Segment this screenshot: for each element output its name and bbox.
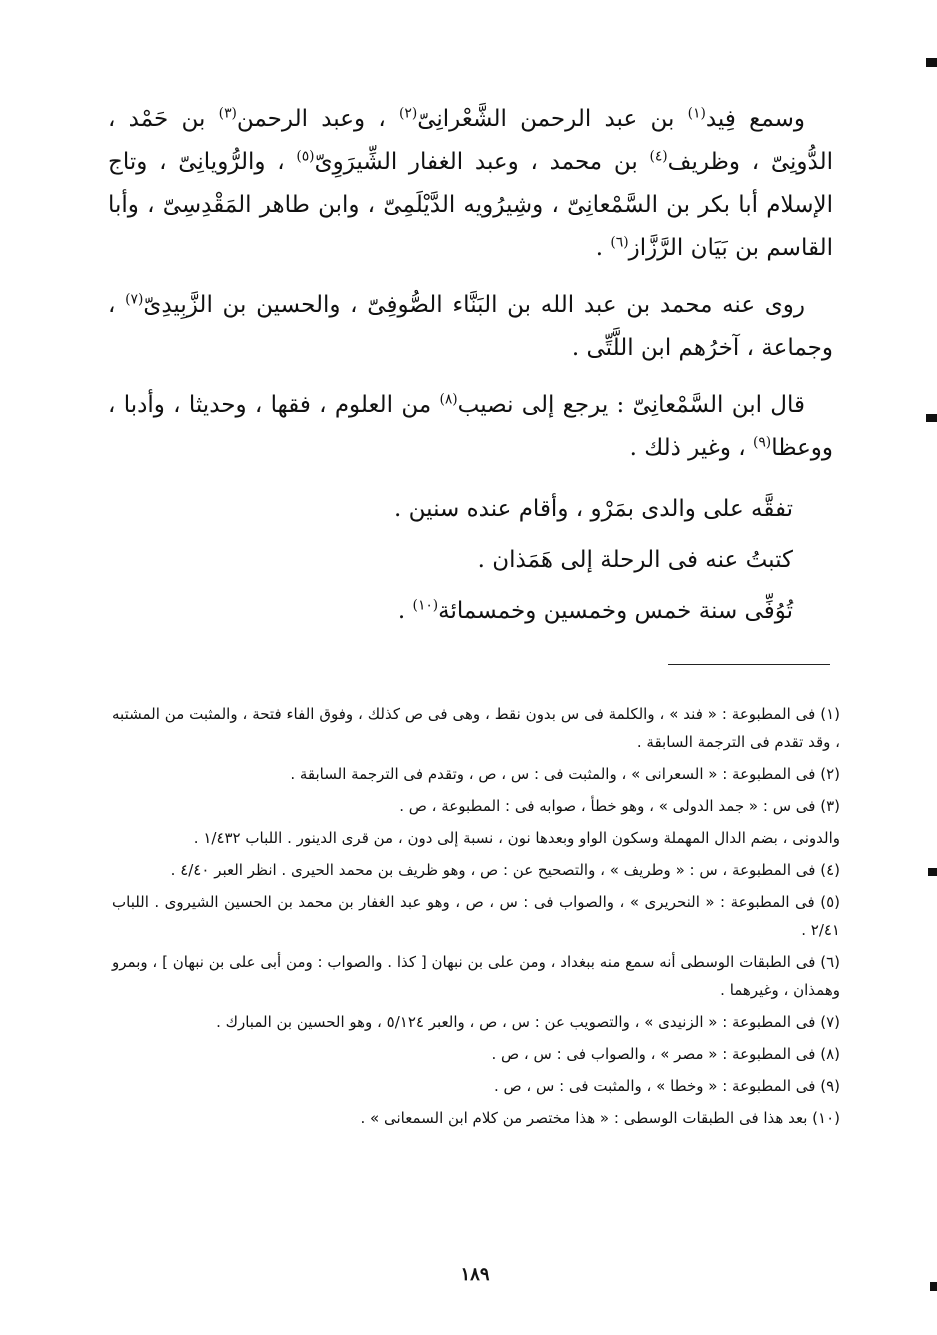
footnote-ref: (٢) <box>399 105 418 122</box>
text-run: بن حَمْد ، الدُّونِىّ ، وظريف <box>108 106 833 175</box>
footnotes <box>112 700 840 1136</box>
footnote: (٥) فى المطبوعة : « النحريرى » ، والصواب فى : س ، ص ، وهو عبد الغفار بن محمد بن الحسين الشيروى . اللباب ٢/٤١ . <box>112 893 840 939</box>
text-run: ، وعبد الرحمن <box>236 106 399 132</box>
footnote: (٣) فى س : « جمد الدولى » ، وهو خطأ ، صوابه فى : المطبوعة ، ص . <box>399 797 840 815</box>
footnote-ref: (٩) <box>752 434 772 451</box>
footnote-ref: (١) <box>687 105 706 122</box>
scan-margin-mark <box>928 868 937 876</box>
text-run: ، وجماعة ، آخرُهم ابن اللَّتِّى . <box>108 292 833 361</box>
text-run: كتبتُ عنه فى الرحلة إلى هَمَذان . <box>477 547 793 573</box>
scan-margin-mark <box>930 1282 937 1291</box>
line-studied <box>108 484 833 535</box>
main-text <box>108 98 833 637</box>
text-run: وسمع فِيد <box>705 106 805 132</box>
footnote-ref: (٣) <box>218 105 237 122</box>
text-run: بن عبد الرحمن الشَّعْرانِىّ <box>417 106 688 132</box>
text-run: من العلوم ، فقها ، وحديثا ، وأدبا ، ووعظا <box>108 392 833 461</box>
paragraph-heard-from <box>108 98 833 270</box>
footnote: (٤) فى المطبوعة ، س : « وطريف » ، والتصحيح عن : ص ، وهو ظريف بن محمد الحيرى . انظر العبر ٤/٤٠ . <box>170 861 840 879</box>
footnote: (١) فى المطبوعة : « فند » ، والكلمة فى س بدون نقط ، وهى فى ص كذلك ، وفوق الفاء فتحة ، والمثبت من المشتبه ، وقد تقدم فى الترجمة السابقة . <box>112 705 840 751</box>
paragraph-narrated-by <box>108 284 833 370</box>
line-wrote <box>108 535 833 586</box>
text-run: قال ابن السَّمْعانِىّ : يرجع إلى نصيب <box>457 392 806 418</box>
footnote: (٦) فى الطبقات الوسطى أنه سمع منه ببغداد ، ومن على بن نبهان [ كذا . والصواب : ومن أبى على بن نبهان ] ، وبمرو وهمذان ، وغيرهما . <box>112 953 840 999</box>
footnote: (٢) فى المطبوعة : « السعرانى » ، والمثبت فى : س ، ص ، وتقدم فى الترجمة السابقة . <box>290 765 840 783</box>
footnote: (١٠) بعد هذا فى الطبقات الوسطى : « هذا مختصر من كلام ابن السمعانى » . <box>360 1109 840 1127</box>
text-run: تُوُفِّى سنة خمس وخمسين وخمسمائة <box>438 598 793 624</box>
footnote-ref: (٨) <box>439 391 458 408</box>
footnote: (٩) فى المطبوعة : « وخطا » ، والمثبت فى : س ، ص . <box>493 1077 840 1095</box>
paragraph-ibn-samani-quote <box>108 384 833 470</box>
footnote-ref: (٥) <box>296 148 315 165</box>
text-run: . <box>397 598 413 624</box>
page-number: ١٨٩ <box>460 1264 490 1285</box>
line-death <box>108 586 833 637</box>
footnote: (٨) فى المطبوعة : « مصر » ، والصواب فى : س ، ص . <box>491 1045 840 1063</box>
footnote-ref: (٧) <box>125 291 144 308</box>
footnote: (٧) فى المطبوعة : « الزنيدى » ، والتصويب عن : س ، ص ، والعبر ٥/١٢٤ ، وهو الحسين بن المبارك . <box>216 1013 840 1031</box>
text-run: تفقَّه على والدى بمَرْو ، وأقام عنده سنين . <box>394 496 793 522</box>
text-run: . <box>595 235 611 261</box>
text-run: بن محمد ، وعبد الغفار الشِّيرَوِىّ <box>314 149 650 175</box>
text-run: ، والرُّويانِىّ ، وتاج الإسلام أبا بكر بن السَّمْعانِىّ ، وشِيرُويه الدَّيْلَمِىّ ، وابن طاهر المَقْدِسِىّ ، وأبا القاسم بن بَيَان الرَّزَّاز <box>108 149 833 261</box>
footnote-ref: (١٠) <box>412 597 439 614</box>
footnote-separator <box>668 664 830 665</box>
scan-margin-mark <box>926 58 937 67</box>
scan-margin-mark <box>926 414 937 422</box>
footnote-ref: (٤) <box>649 148 668 165</box>
footnote-ref: (٦) <box>610 234 629 251</box>
text-run: ، وغير ذلك . <box>629 435 753 461</box>
text-run: روى عنه محمد بن عبد الله بن البَنَّاء الصُّوفِىّ ، والحسين بن الزَّبِيدِىّ <box>143 292 806 318</box>
footnote: والدونى ، بضم الدال المهملة وسكون الواو وبعدها نون ، نسبة إلى دون ، من قرى الدينور . اللباب ١/٤٣٢ . <box>193 829 840 847</box>
